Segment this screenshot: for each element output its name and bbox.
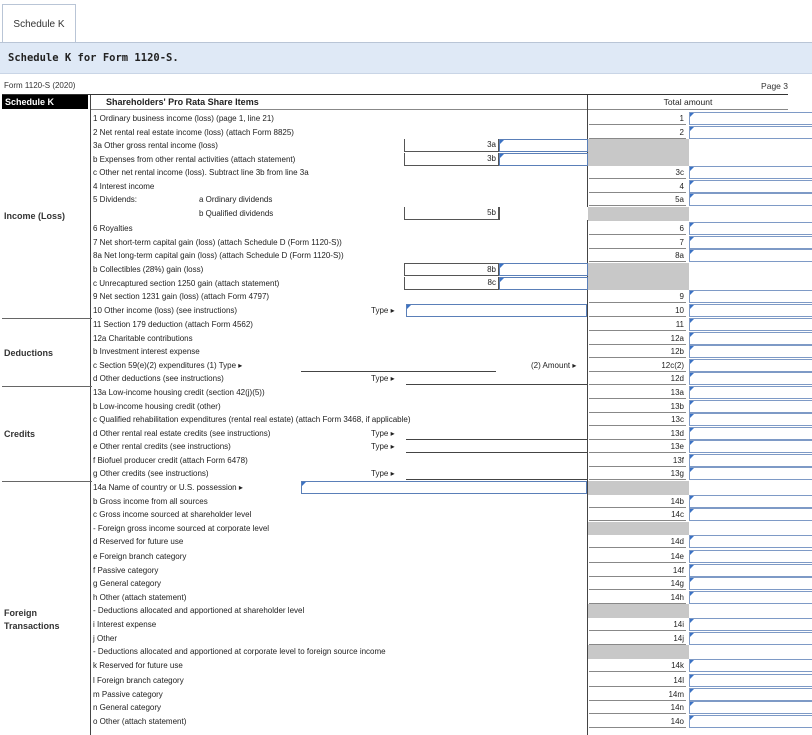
line-14d bbox=[91, 535, 811, 549]
amount-input[interactable] bbox=[689, 318, 812, 331]
line-14k bbox=[91, 659, 811, 673]
amount-input[interactable] bbox=[689, 535, 812, 548]
line-label: o Other (attach statement) bbox=[93, 716, 187, 726]
line-label: - Foreign gross income sourced at corporate level bbox=[93, 523, 270, 533]
line-3b bbox=[91, 153, 811, 167]
amount-input[interactable] bbox=[689, 222, 812, 235]
line-14a bbox=[91, 481, 811, 495]
line-label: 10 Other income (loss) (see instructions) bbox=[93, 306, 238, 315]
line-number: 8a bbox=[589, 249, 686, 262]
shaded-cell bbox=[588, 139, 689, 153]
page-number: Page 3 bbox=[761, 81, 788, 91]
section-rule bbox=[2, 386, 92, 387]
line-label: 2 Net rental real estate income (loss) (attach Form 8825) bbox=[93, 127, 294, 137]
line-label: d Reserved for future use bbox=[93, 537, 184, 546]
line-number: 14n bbox=[589, 701, 686, 714]
line-number: 14e bbox=[589, 550, 686, 563]
sub-amount-input[interactable] bbox=[499, 263, 588, 276]
banner-title: Schedule K for Form 1120-S. bbox=[8, 52, 179, 64]
shaded-cell bbox=[588, 263, 689, 277]
amount-input[interactable] bbox=[689, 193, 812, 206]
line-14f bbox=[91, 564, 811, 578]
section-rule bbox=[2, 318, 92, 319]
line-number: 14o bbox=[589, 715, 686, 728]
line-14e bbox=[91, 550, 811, 564]
line-number: 12d bbox=[589, 372, 686, 385]
line-label: f Biofuel producer credit (attach Form 6478) bbox=[93, 455, 248, 465]
line-deductions-corporate-header bbox=[91, 645, 811, 659]
amount-input[interactable] bbox=[689, 400, 812, 413]
line-label: b Gross income from all sources bbox=[93, 496, 208, 506]
line-number: 14l bbox=[589, 674, 686, 687]
line-14h bbox=[91, 591, 811, 605]
type-underline bbox=[406, 384, 587, 385]
line-3a bbox=[91, 139, 811, 153]
line-label: b Collectibles (28%) gain (loss) bbox=[93, 265, 204, 274]
type-underline bbox=[406, 479, 587, 480]
line-label: e Other rental credits (see instructions) bbox=[93, 442, 231, 451]
line-label: c Section 59(e)(2) expenditures (1) Type ▸ bbox=[93, 360, 243, 370]
line-label: b Investment interest expense bbox=[93, 347, 200, 356]
column-title: Shareholders' Pro Rata Share Items bbox=[106, 97, 259, 107]
schedule-label: Schedule K bbox=[2, 95, 88, 109]
amount-input[interactable] bbox=[689, 454, 812, 467]
amount-input[interactable] bbox=[689, 304, 812, 317]
line-number: 5a bbox=[589, 193, 686, 206]
line-14i bbox=[91, 618, 811, 632]
section-income: Income (Loss) bbox=[4, 211, 66, 221]
line-number: 10 bbox=[589, 304, 686, 317]
line-12d bbox=[91, 372, 811, 386]
line-14l bbox=[91, 674, 811, 688]
tab-bar bbox=[0, 0, 812, 43]
line-label: 9 Net section 1231 gain (loss) (attach Form 4797) bbox=[93, 292, 270, 301]
line-number: 13g bbox=[589, 467, 686, 480]
total-amount-header: Total amount bbox=[663, 97, 713, 107]
line-number: 14j bbox=[589, 632, 686, 645]
line-8b bbox=[91, 263, 811, 277]
shaded-cell bbox=[588, 604, 689, 618]
line-label: d Other rental real estate credits (see instructions) bbox=[93, 428, 271, 438]
amount-input[interactable] bbox=[689, 632, 812, 645]
line-number: 12b bbox=[589, 345, 686, 358]
amount-input[interactable] bbox=[689, 674, 812, 687]
line-label: n General category bbox=[93, 703, 162, 712]
line-6 bbox=[91, 222, 811, 236]
line-label: - Deductions allocated and apportioned at corporate level to foreign source income bbox=[93, 647, 386, 656]
line-label: 8a Net long-term capital gain (loss) (attach Schedule D (Form 1120-S)) bbox=[93, 251, 344, 260]
line-14n bbox=[91, 701, 811, 715]
line-label: l Foreign branch category bbox=[93, 676, 184, 685]
amount-input[interactable] bbox=[689, 345, 812, 358]
line-label: c Gross income sourced at shareholder level bbox=[93, 510, 252, 519]
line-number: 13e bbox=[589, 440, 686, 453]
line-label: 14a Name of country or U.S. possession ▸ bbox=[93, 483, 243, 492]
amount-input[interactable] bbox=[689, 564, 812, 577]
shaded-cell bbox=[588, 277, 689, 291]
line-label: m Passive category bbox=[93, 689, 163, 699]
amount-label: (2) Amount ▸ bbox=[531, 360, 577, 370]
line-12c bbox=[91, 359, 811, 373]
line-number: 7 bbox=[589, 236, 686, 249]
line-label: g Other credits (see instructions) bbox=[93, 469, 209, 478]
line-number: 2 bbox=[589, 126, 686, 139]
line-10 bbox=[91, 304, 811, 318]
shaded-cell bbox=[588, 522, 689, 536]
line-8c bbox=[91, 277, 811, 291]
amount-input[interactable] bbox=[689, 618, 812, 631]
line-label: 1 Ordinary business income (loss) (page 1, line 21) bbox=[93, 114, 274, 123]
amount-input[interactable] bbox=[689, 688, 812, 701]
amount-input[interactable] bbox=[689, 386, 812, 399]
shaded-cell bbox=[588, 207, 689, 221]
amount-input[interactable] bbox=[689, 577, 812, 590]
line-14j bbox=[91, 632, 811, 646]
header-rule bbox=[91, 109, 788, 110]
amount-input[interactable] bbox=[689, 249, 812, 262]
line-number: 14i bbox=[589, 618, 686, 631]
line-label: 11 Section 179 deduction (attach Form 4562) bbox=[93, 320, 253, 329]
line-number: 1 bbox=[589, 112, 686, 125]
amount-input[interactable] bbox=[689, 180, 812, 193]
section-deductions: Deductions bbox=[4, 348, 54, 358]
line-label: - Deductions allocated and apportioned at shareholder level bbox=[93, 606, 305, 615]
line-number: 13b bbox=[589, 400, 686, 413]
shaded-cell bbox=[588, 481, 689, 495]
line-number: 14f bbox=[589, 564, 686, 577]
line-13c bbox=[91, 413, 811, 427]
line-3c bbox=[91, 166, 811, 180]
line-label: j Other bbox=[93, 633, 118, 643]
line-label: g General category bbox=[93, 579, 162, 588]
amount-input[interactable] bbox=[689, 591, 812, 604]
sub-amount-input[interactable] bbox=[499, 153, 588, 166]
line-13a bbox=[91, 386, 811, 400]
line-label: c Qualified rehabilitation expenditures (rental real estate) (attach Form 3468, if applicable) bbox=[93, 415, 411, 424]
sub-amount-input[interactable] bbox=[499, 207, 588, 220]
sub-line-number: 8b bbox=[404, 263, 499, 276]
line-number: 11 bbox=[589, 318, 686, 331]
amount-input[interactable] bbox=[689, 550, 812, 563]
section-credits: Credits bbox=[4, 429, 36, 439]
line-13g bbox=[91, 467, 811, 481]
line-number: 14d bbox=[589, 535, 686, 548]
sub-line-number: 3a bbox=[404, 139, 499, 152]
line-number: 13a bbox=[589, 386, 686, 399]
amount-input[interactable] bbox=[689, 701, 812, 714]
section-foreign: Foreign bbox=[4, 608, 37, 618]
type-label: Type ▸ bbox=[371, 374, 395, 383]
line-label: 12a Charitable contributions bbox=[93, 333, 193, 343]
amount-input[interactable] bbox=[689, 427, 812, 440]
line-label: 6 Royalties bbox=[93, 224, 133, 233]
amount-input[interactable] bbox=[689, 126, 812, 139]
section-transactions: Transactions bbox=[4, 621, 60, 631]
amount-input[interactable] bbox=[689, 508, 812, 521]
type-input[interactable] bbox=[406, 304, 587, 317]
line-1 bbox=[91, 112, 811, 126]
line-label: e Foreign branch category bbox=[93, 552, 187, 561]
line-foreign-corp-header bbox=[91, 522, 811, 536]
sub-amount-input[interactable] bbox=[499, 139, 588, 152]
amount-input[interactable] bbox=[689, 372, 812, 385]
line-14o bbox=[91, 715, 811, 729]
amount-input[interactable] bbox=[689, 413, 812, 426]
type-label: Type ▸ bbox=[371, 442, 395, 451]
line-deductions-shareholder-header bbox=[91, 604, 811, 618]
line-label: k Reserved for future use bbox=[93, 661, 183, 670]
line-number: 13c bbox=[589, 413, 686, 426]
line-label: 3a Other gross rental income (loss) bbox=[93, 141, 218, 150]
line-number: 13d bbox=[589, 427, 686, 440]
line-number: 12a bbox=[589, 332, 686, 345]
line-label: f Passive category bbox=[93, 565, 159, 575]
line-number: 12c(2) bbox=[589, 359, 686, 372]
amount-input[interactable] bbox=[689, 290, 812, 303]
line-9 bbox=[91, 290, 811, 304]
line-number: 13f bbox=[589, 454, 686, 467]
line-8a bbox=[91, 249, 811, 263]
line-13d bbox=[91, 427, 811, 441]
line-number: 3c bbox=[589, 166, 686, 179]
amount-input[interactable] bbox=[689, 715, 812, 728]
line-label: 5 Dividends: bbox=[93, 195, 138, 204]
line-label: b Low-income housing credit (other) bbox=[93, 401, 221, 411]
line-14g bbox=[91, 577, 811, 591]
section-rule bbox=[2, 481, 92, 482]
amount-input[interactable] bbox=[689, 332, 812, 345]
sub-amount-input[interactable] bbox=[499, 277, 588, 290]
line-label: 7 Net short-term capital gain (loss) (attach Schedule D (Form 1120-S)) bbox=[93, 237, 342, 247]
line-label: c Unrecaptured section 1250 gain (attach statement) bbox=[93, 278, 280, 288]
line-11 bbox=[91, 318, 811, 332]
line-label: 4 Interest income bbox=[93, 181, 155, 191]
line-label: h Other (attach statement) bbox=[93, 592, 187, 602]
amount-input[interactable] bbox=[689, 440, 812, 453]
line-label: i Interest expense bbox=[93, 620, 157, 629]
line-label: 13a Low-income housing credit (section 42(j)(5)) bbox=[93, 388, 265, 397]
line-2 bbox=[91, 126, 811, 140]
sub-line-number: 8c bbox=[404, 277, 499, 290]
line-label: b Expenses from other rental activities (attach statement) bbox=[93, 154, 296, 164]
line-number: 14c bbox=[589, 508, 686, 521]
amount-input[interactable] bbox=[689, 359, 812, 372]
amount-input[interactable] bbox=[689, 659, 812, 672]
line-number: 9 bbox=[589, 290, 686, 303]
form-banner bbox=[0, 42, 812, 74]
line-4 bbox=[91, 180, 811, 194]
line-number: 14h bbox=[589, 591, 686, 604]
line-12b bbox=[91, 345, 811, 359]
line-label: d Other deductions (see instructions) bbox=[93, 374, 224, 383]
tab-schedule-k[interactable]: Schedule K bbox=[2, 4, 76, 44]
country-input[interactable] bbox=[301, 481, 587, 494]
line-number: 4 bbox=[589, 180, 686, 193]
line-number: 6 bbox=[589, 222, 686, 235]
amount-input[interactable] bbox=[689, 495, 812, 508]
line-7 bbox=[91, 236, 811, 250]
line-number: 14k bbox=[589, 659, 686, 672]
amount-input[interactable] bbox=[689, 236, 812, 249]
line-number: 14g bbox=[589, 577, 686, 590]
amount-input[interactable] bbox=[689, 166, 812, 179]
line-14b bbox=[91, 495, 811, 509]
line-5a bbox=[91, 193, 811, 207]
line-number: 14m bbox=[589, 688, 686, 701]
line-sublabel: b Qualified dividends bbox=[199, 209, 274, 218]
sub-line-number: 3b bbox=[404, 153, 499, 166]
type-label: Type ▸ bbox=[371, 469, 395, 478]
amount-input[interactable] bbox=[689, 467, 812, 480]
line-label: c Other net rental income (loss). Subtract line 3b from line 3a bbox=[93, 168, 309, 177]
shaded-cell bbox=[588, 153, 689, 167]
line-13b bbox=[91, 400, 811, 414]
line-14c bbox=[91, 508, 811, 522]
line-5b bbox=[91, 207, 811, 221]
sub-line-number: 5b bbox=[404, 207, 499, 220]
amount-input[interactable] bbox=[689, 112, 812, 125]
top-rule bbox=[2, 94, 788, 95]
line-number: 14b bbox=[589, 495, 686, 508]
line-12a bbox=[91, 332, 811, 346]
line-13f bbox=[91, 454, 811, 468]
form-id: Form 1120-S (2020) bbox=[4, 81, 76, 90]
shaded-cell bbox=[588, 645, 689, 659]
line-sublabel: a Ordinary dividends bbox=[199, 195, 273, 204]
line-13e bbox=[91, 440, 811, 454]
type-label: Type ▸ bbox=[371, 306, 395, 315]
line-14m bbox=[91, 688, 811, 702]
type-label: Type ▸ bbox=[371, 428, 395, 438]
